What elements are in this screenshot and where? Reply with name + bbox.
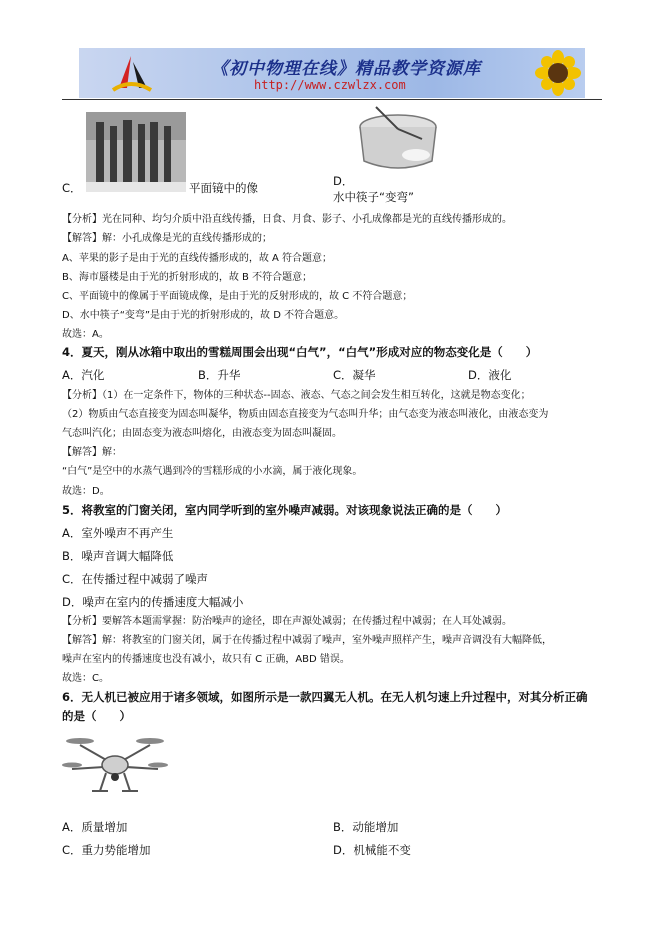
q4-option-b: B．升华 [198, 368, 241, 382]
q3-analysis: 【分析】光在同种、均匀介质中沿直线传播，日食、月食、影子、小孔成像都是光的直线传播形成的。 [62, 214, 512, 225]
q6-stem-1: 6．无人机已被应用于诸多领域，如图所示是一款四翼无人机。在无人机匀速上升过程中，对其分析正确 [62, 690, 588, 704]
banner-url: http://www.czwlzx.com [254, 78, 406, 92]
q3-line-d: D、水中筷子“变弯”是由于光的折射形成的，故 D 不符合题意。 [62, 310, 345, 321]
q6-option-b: B．动能增加 [333, 820, 399, 834]
q4-option-a: A．汽化 [62, 368, 105, 382]
q4-answer-head: 【解答】解： [62, 447, 122, 458]
q3-choice: 故选：A。 [62, 329, 109, 340]
mirror-image [86, 112, 186, 192]
q5-answer-1: 【解答】解：将教室的门窗关闭，属于在传播过程中减弱了噪声，室外噪声照样产生，噪声音调没有大幅降低， [62, 635, 552, 646]
drone-image [62, 729, 168, 799]
sunflower-icon [531, 50, 585, 96]
q5-answer-2: 噪声在室内的传播速度也没有减小，故只有 C 正确，ABD 错误。 [62, 654, 350, 665]
q5-option-c: C．在传播过程中减弱了噪声 [62, 572, 209, 586]
banner-title: 《初中物理在线》精品教学资源库 [211, 59, 481, 79]
q6-option-d: D．机械能不变 [333, 843, 411, 857]
q4-analysis-2: （2）物质由气态直接变为固态叫凝华，物质由固态直接变为气态叫升华；由气态变为液态叫液化，由液态变为 [62, 409, 549, 420]
q4-analysis-1: 【分析】（1）在一定条件下，物体的三种状态--固态、液态、气态之间会发生相互转化，这就是物态变化； [62, 390, 531, 401]
q5-option-a: A．室外噪声不再产生 [62, 526, 174, 540]
header-banner [79, 48, 585, 98]
q4-answer: “白气”是空中的水蒸气遇到冷的雪糕形成的小水滴，属于液化现象。 [62, 466, 363, 477]
option-c-label: C． [62, 181, 82, 195]
q5-analysis: 【分析】要解答本题需掌握：防治噪声的途径，即在声源处减弱；在传播过程中减弱；在人耳处减弱。 [62, 616, 512, 627]
option-c-caption: 平面镜中的像 [189, 181, 258, 195]
q4-choice: 故选：D。 [62, 486, 110, 497]
q5-option-b: B．噪声音调大幅降低 [62, 549, 174, 563]
header-rule [62, 99, 602, 100]
logo-icon [109, 52, 153, 94]
q4-stem: 4．夏天，刚从冰箱中取出的雪糕周围会出现“白气”，“白气”形成对应的物态变化是（ ） [62, 345, 538, 359]
q3-line-b: B、海市蜃楼是由于光的折射形成的，故 B 不符合题意； [62, 272, 313, 283]
q3-line-a: A、苹果的影子是由于光的直线传播形成的，故 A 符合题意； [62, 253, 333, 264]
q4-option-c: C．凝华 [333, 368, 376, 382]
option-d-label: D． [333, 174, 354, 188]
q5-option-d: D．噪声在室内的传播速度大幅减小 [62, 595, 244, 609]
q3-line-c: C、平面镜中的像属于平面镜成像，是由于光的反射形成的，故 C 不符合题意； [62, 291, 413, 302]
q6-stem-2: 的是（ ） [62, 709, 131, 723]
option-d-caption: 水中筷子“变弯” [333, 190, 414, 204]
q4-option-d: D．液化 [468, 368, 512, 382]
q6-option-c: C．重力势能增加 [62, 843, 151, 857]
q4-analysis-3: 气态叫汽化；由固态变为液态叫熔化，由液态变为固态叫凝固。 [62, 428, 342, 439]
q6-option-a: A．质量增加 [62, 820, 128, 834]
q5-choice: 故选：C。 [62, 673, 109, 684]
chopsticks-image [356, 103, 440, 173]
q3-answer-head: 【解答】解：小孔成像是光的直线传播形成的； [62, 233, 272, 244]
q5-stem: 5．将教室的门窗关闭，室内同学听到的室外噪声减弱。对该现象说法正确的是（ ） [62, 503, 507, 517]
